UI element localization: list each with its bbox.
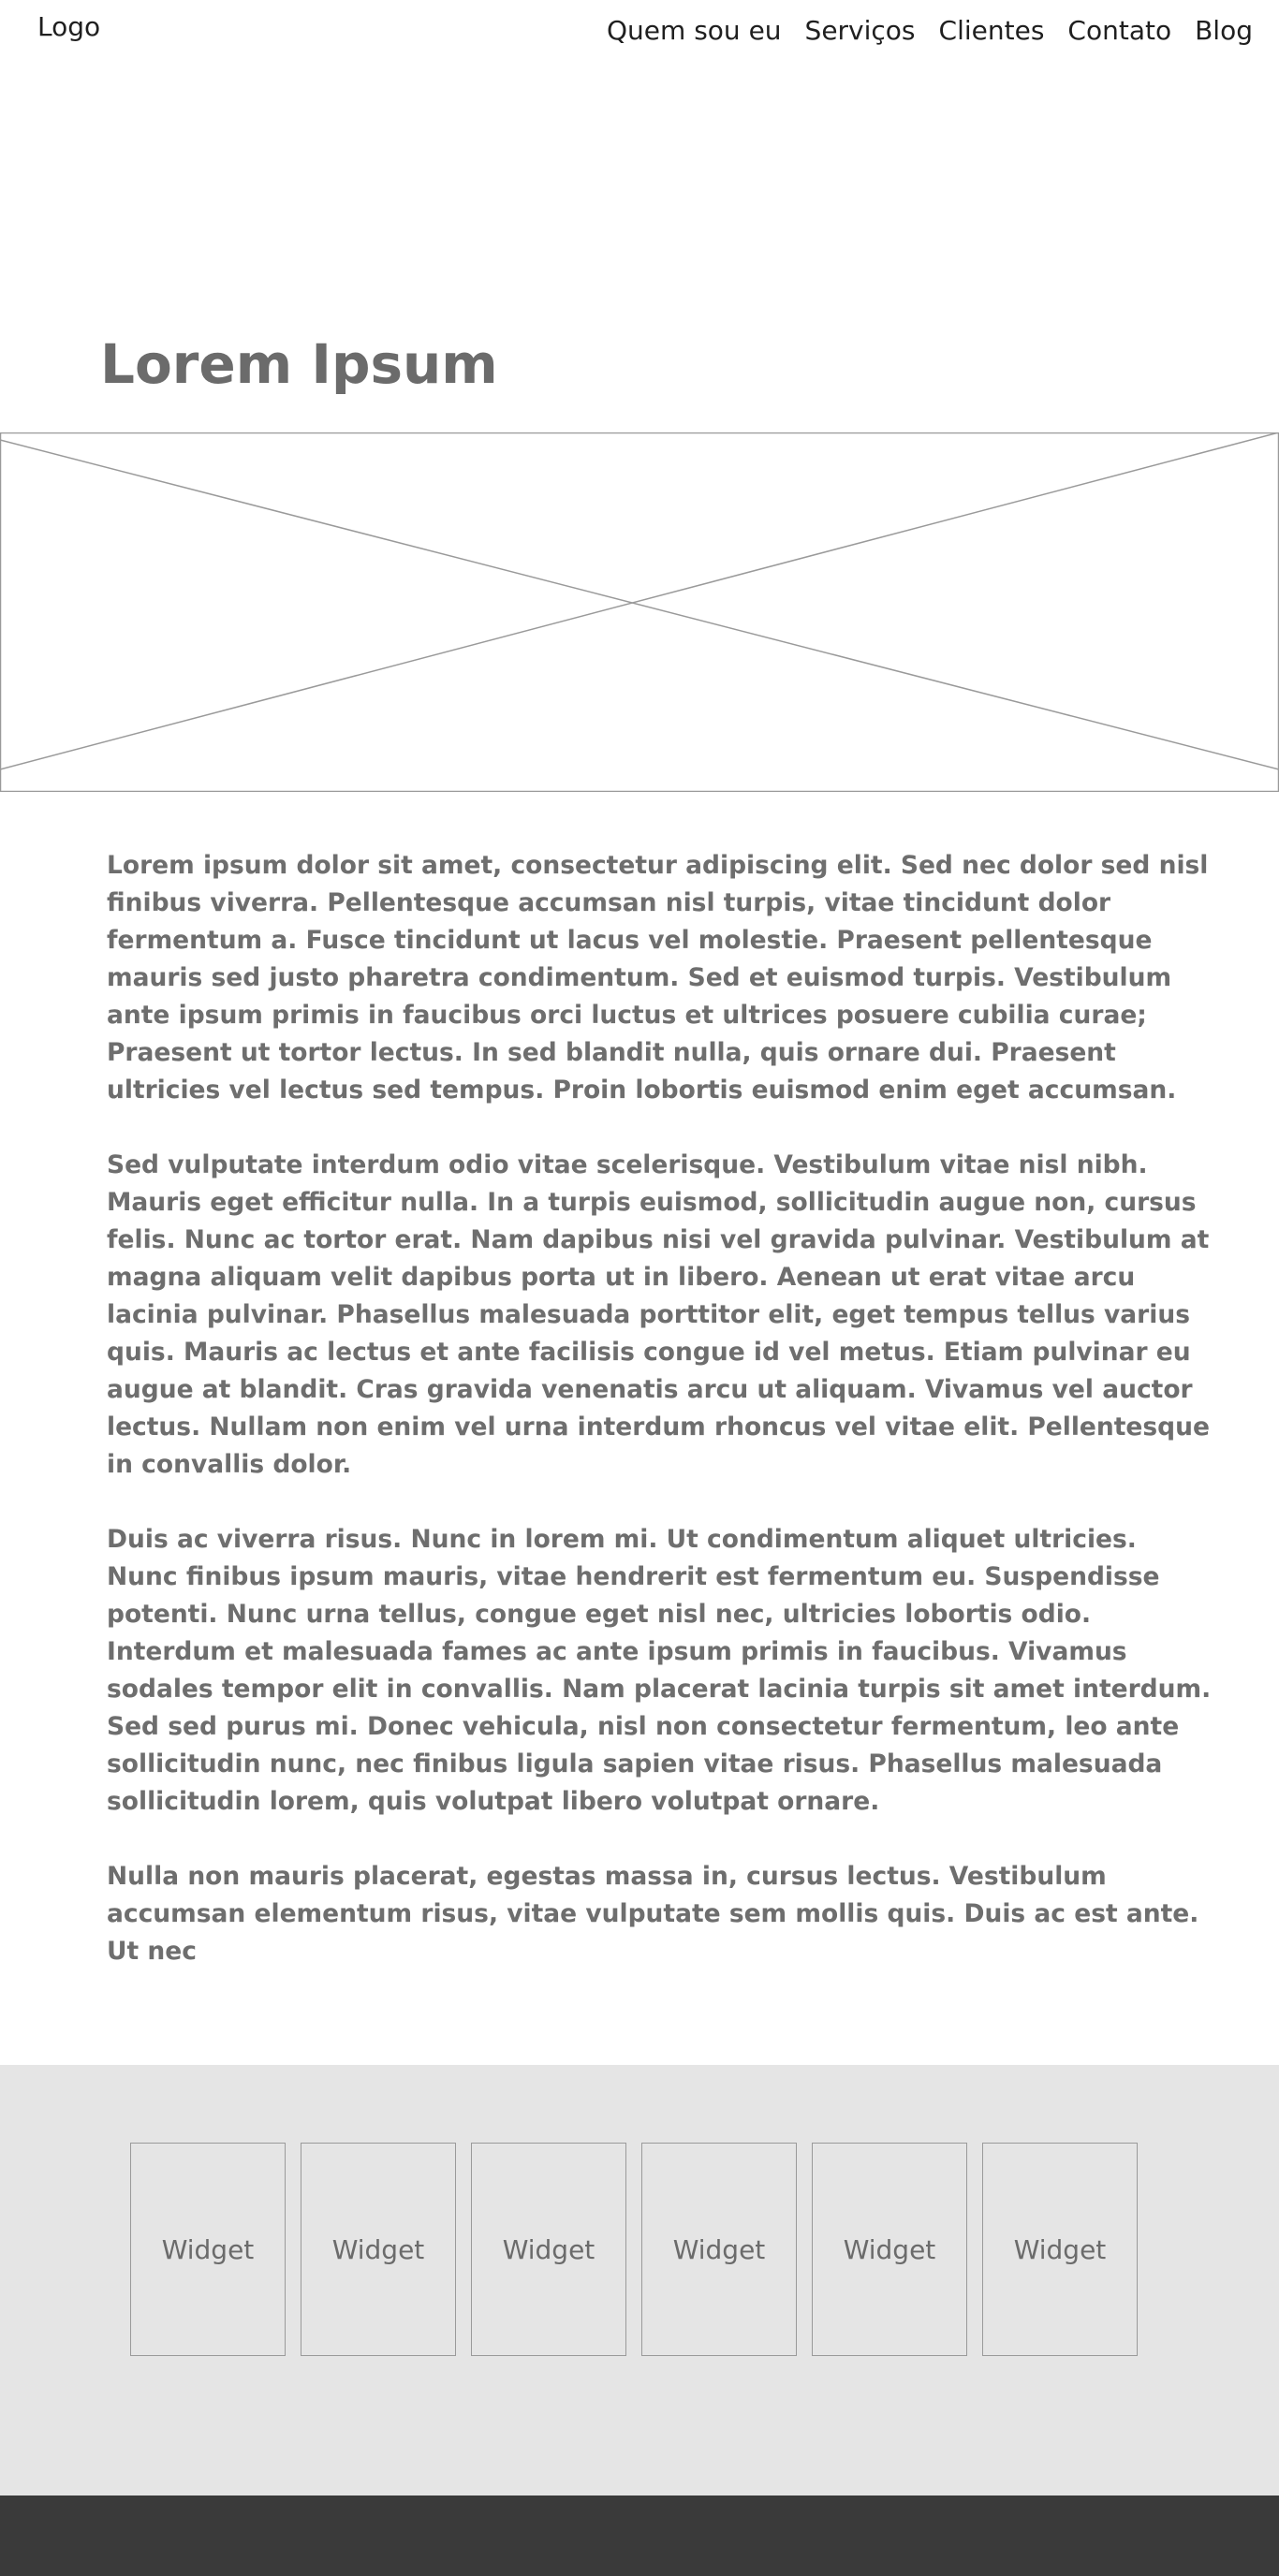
main-nav bbox=[607, 15, 1253, 46]
paragraph: Sed vulputate interdum odio vitae scelerisque. Vestibulum vitae nisl nibh. Mauris eget efficitur nulla. In a turpis euismod, sollicitudin augue non, cursus felis. Nunc ac tortor erat. Nam dapibus nisi vel gravida pulvinar. Vestibulum at magna aliquam velit dapibus porta ut in libero. Aenean ut erat vitae arcu lacinia pulvinar. Phasellus malesuada porttitor elit, eget tempus tellus varius quis. Mauris ac lectus et ante facilisis congue id vel metus. Etiam pulvinar eu augue at blandit. Cras gravida venenatis arcu ut aliquam. Vivamus vel auctor lectus. Nullam non enim vel urna interdum rhoncus vel vitae elit. Pellentesque in convallis dolor. bbox=[107, 1150, 1210, 1479]
widget-row bbox=[130, 2143, 1138, 2356]
page-title: Lorem Ipsum bbox=[100, 332, 498, 396]
nav-item-quem-sou-eu[interactable]: Quem sou eu bbox=[607, 15, 782, 46]
widget-area bbox=[0, 2065, 1279, 2496]
widget[interactable]: Widget bbox=[982, 2143, 1138, 2356]
nav-item-blog[interactable]: Blog bbox=[1195, 15, 1253, 46]
paragraph: Nulla non mauris placerat, egestas massa in, cursus lectus. Vestibulum accumsan elementum risus, vitae vulputate sem mollis quis. Duis ac est ante. Ut nec bbox=[107, 1862, 1199, 1966]
paragraph: Lorem ipsum dolor sit amet, consectetur adipiscing elit. Sed nec dolor sed nisl finibus viverra. Pellentesque accumsan nisl turpis, vitae tincidunt dolor fermentum a. Fusce tincidunt ut lacus vel molestie. Praesent pellentesque mauris sed justo pharetra condimentum. Sed et euismod turpis. Vestibulum ante ipsum primis in faucibus orci luctus et ultrices posuere cubilia curae; Praesent ut tortor lectus. In sed blandit nulla, quis ornare dui. Praesent ultricies vel lectus sed tempus. Proin lobortis euismod enim eget accumsan. bbox=[107, 851, 1209, 1105]
image-placeholder bbox=[0, 432, 1279, 792]
paragraph: Duis ac viverra risus. Nunc in lorem mi. Ut condimentum aliquet ultricies. Nunc finibus ipsum mauris, vitae hendrerit est fermentum eu. Suspendisse potenti. Nunc urna tellus, congue eget nisl nec, ultricies lobortis odio. Interdum et malesuada fames ac ante ipsum primis in faucibus. Vivamus sodales tempor elit in convallis. Nam placerat lacinia turpis sit amet interdum. Sed sed purus mi. Donec vehicula, nisl non consectetur fermentum, leo ante sollicitudin nunc, nec finibus ligula sapien vitae risus. Phasellus malesuada sollicitudin lorem, quis volutpat libero volutpat ornare. bbox=[107, 1525, 1212, 1816]
nav-item-clientes[interactable]: Clientes bbox=[938, 15, 1045, 46]
nav-item-servicos[interactable]: Serviços bbox=[804, 15, 916, 46]
nav-item-contato[interactable]: Contato bbox=[1067, 15, 1172, 46]
site-header bbox=[0, 0, 1279, 66]
logo[interactable]: Logo bbox=[37, 11, 101, 42]
widget[interactable]: Widget bbox=[301, 2143, 456, 2356]
widget[interactable]: Widget bbox=[641, 2143, 797, 2356]
widget[interactable]: Widget bbox=[130, 2143, 286, 2356]
site-footer bbox=[0, 2496, 1279, 2576]
widget[interactable]: Widget bbox=[471, 2143, 626, 2356]
widget[interactable]: Widget bbox=[812, 2143, 967, 2356]
article-body bbox=[107, 847, 1212, 2008]
